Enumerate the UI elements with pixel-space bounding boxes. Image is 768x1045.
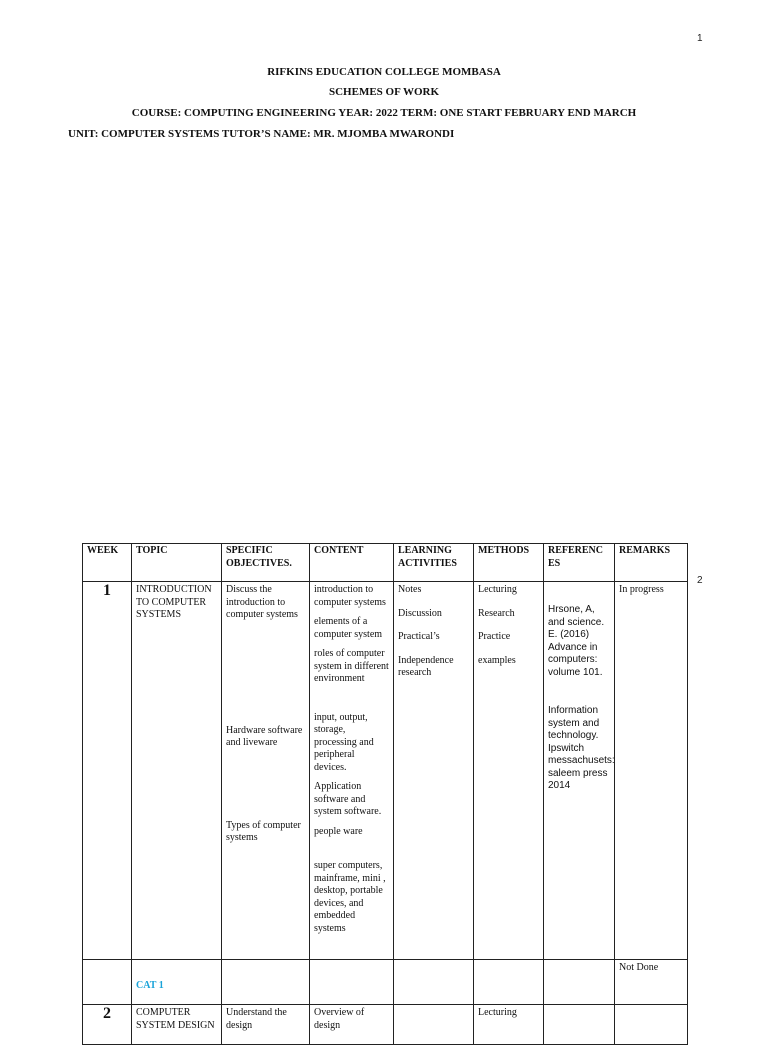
topic-text: COMPUTER SYSTEM DESIGN: [136, 1007, 215, 1031]
table-row-cat: [83, 960, 688, 1005]
content-item: Application software and system software.: [314, 781, 382, 817]
page-number-side: 2: [697, 575, 703, 586]
cat-cell: [132, 960, 222, 1005]
activity-item: Practical’s: [398, 631, 440, 642]
method-item: Practice: [478, 631, 511, 642]
content-cell: [310, 1005, 394, 1045]
topic-cell: [132, 1005, 222, 1045]
content-item: introduction to computer systems: [314, 584, 386, 608]
unit-line: UNIT: COMPUTER SYSTEMS TUTOR’S NAME: MR. MJOMBA MWARONDI: [68, 128, 455, 140]
topic-cell: [132, 582, 222, 960]
methods-cell: [474, 1005, 544, 1045]
objectives-cell: [222, 1005, 310, 1045]
header-content: CONTENT: [310, 544, 394, 582]
objective-item: Types of computer systems: [226, 819, 301, 843]
content-item: roles of computer system in different environment: [314, 648, 389, 684]
cat-remarks-cell: [615, 960, 688, 1005]
page-number-top: 1: [697, 33, 703, 44]
header-remarks: REMARKS: [615, 544, 688, 582]
activities-cell: [394, 582, 474, 960]
method-item: Lecturing: [478, 584, 517, 595]
content-item: input, output, storage, processing and peripheral devices.: [314, 711, 374, 773]
header-topic: TOPIC: [132, 544, 222, 582]
topic-text: INTRODUCTION TO COMPUTER SYSTEMS: [136, 584, 212, 620]
scheme-table: [82, 543, 688, 1045]
method-item: examples: [478, 654, 516, 666]
references-cell: [544, 582, 615, 960]
activity-item: Notes: [398, 584, 422, 595]
objective-item: Discuss the introduction to computer systems: [226, 584, 298, 620]
content-item: Overview of design: [314, 1007, 365, 1031]
reference-item: Information system and technology. Ipswitch messachusets: saleem press 2014: [548, 705, 615, 791]
week-cell: [83, 582, 132, 960]
week-cell: [83, 1005, 132, 1045]
content-item: elements of a computer system: [314, 616, 383, 640]
objective-item: Understand the design: [226, 1007, 287, 1031]
content-item: people ware: [314, 825, 363, 837]
remarks-cell: [615, 582, 688, 960]
table-header-row: [83, 544, 688, 582]
course-line: COURSE: COMPUTING ENGINEERING YEAR: 2022 TERM: ONE START FEBRUARY END MARCH: [131, 107, 637, 119]
objectives-cell: [222, 582, 310, 960]
document-title: SCHEMES OF WORK: [328, 86, 440, 98]
remarks-text: Not Done: [619, 962, 659, 973]
activity-item: Discussion: [398, 607, 442, 619]
reference-item: Hrsone, A, and science. E. (2016) Advance in computers: volume 101.: [548, 604, 605, 678]
methods-cell: [474, 582, 544, 960]
remarks-text: In progress: [619, 584, 664, 595]
header-activities: LEARNING ACTIVITIES: [394, 544, 474, 582]
method-item: Research: [478, 607, 515, 619]
objective-item: Hardware software and liveware: [226, 724, 303, 748]
header-week: WEEK: [83, 544, 132, 582]
content-item: super computers, mainframe, mini , desktop, portable devices, and embedded systems: [314, 860, 386, 934]
table-row: [83, 1005, 688, 1045]
header-methods: METHODS: [474, 544, 544, 582]
method-item: Lecturing: [478, 1007, 517, 1018]
header-references: REFERENC ES: [544, 544, 615, 582]
college-name: RIFKINS EDUCATION COLLEGE MOMBASA: [267, 66, 501, 78]
activity-item: Independence research: [398, 654, 454, 678]
week-number: 2: [103, 1005, 111, 1022]
header-objectives: SPECIFIC OBJECTIVES.: [222, 544, 310, 582]
table-row: [83, 582, 688, 960]
content-cell: [310, 582, 394, 960]
week-number: 1: [103, 582, 111, 599]
cat-label: CAT 1: [136, 980, 164, 991]
